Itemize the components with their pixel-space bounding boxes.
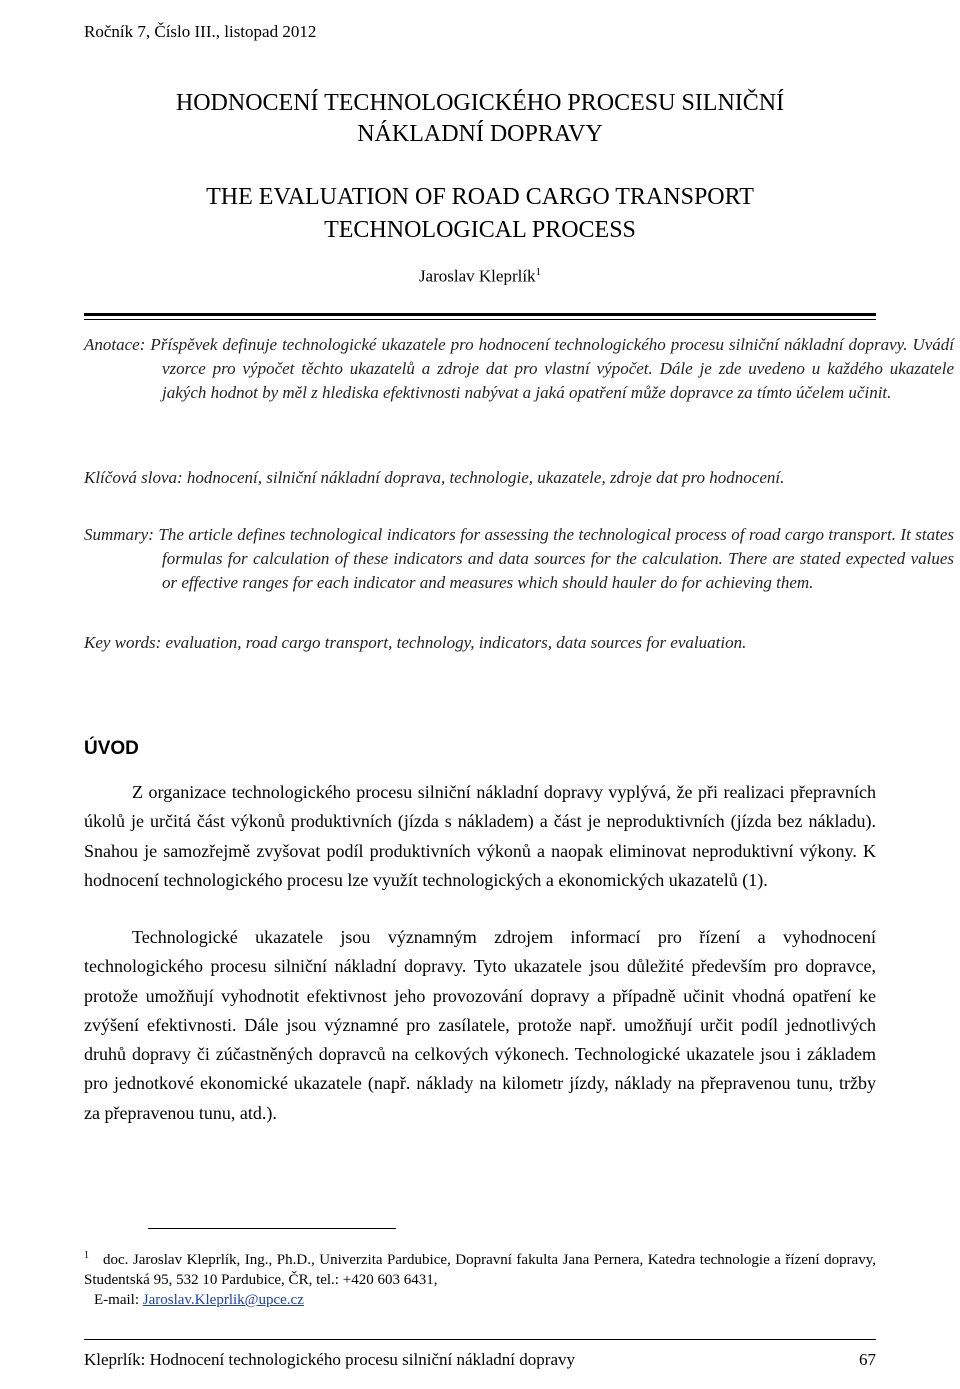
keywords-english xyxy=(84,631,954,655)
body-paragraph-1: Z organizace technologického procesu silniční nákladní dopravy vyplývá, že při realizaci přepravních úkolů je určitá část výkonů produktivních (jízda s nákladem) a část je neproduktivních (jízda bez nákladu). Snahou je samozřejmě zvyšovat podíl produktivních výkonů a naopak eliminovat neproduktivní výkony. K hodnocení technologického procesu lze využít technologických a ekonomických ukazatelů (1). xyxy=(84,782,876,890)
footnote-mark: 1 xyxy=(84,1250,89,1261)
footnote-email-label: E-mail: xyxy=(94,1292,139,1308)
running-head: Ročník 7, Číslo III., listopad 2012 xyxy=(84,22,317,41)
abstract-czech-text: Příspěvek definuje technologické ukazatele pro hodnocení technologického procesu silniční nákladní dopravy. Uvádí vzorce pro výpočet těchto ukazatelů a zdroje dat pro vlastní výpočet. Dále je zde uvedeno u každého ukazatele jakých hodnot by měl z hlediska efektivnosti nabývat a jaká opatření může dopravce za tímto účelem učinit. xyxy=(150,335,955,402)
section-heading-uvod: ÚVOD xyxy=(84,738,139,759)
keywords-english-label: Key words: xyxy=(84,633,162,652)
footer-rule xyxy=(84,1339,876,1340)
title-english-line-2: TECHNOLOGICAL PROCESS xyxy=(324,217,636,243)
title-separator-rule xyxy=(84,313,876,320)
footnote-separator-rule xyxy=(148,1228,396,1229)
keywords-czech-label: Klíčová slova: xyxy=(84,468,183,487)
abstract-english xyxy=(84,523,954,595)
footnote-email-link[interactable]: Jaroslav.Kleprlik@upce.cz xyxy=(142,1292,304,1308)
footnote-text: doc. Jaroslav Kleprlík, Ing., Ph.D., Univerzita Pardubice, Dopravní fakulta Jana Pernera, Katedra technologie a řízení dopravy, Studentská 95, 532 10 Pardubice, ČR, tel.: +420 603 6431, xyxy=(84,1252,876,1288)
title-czech-line-2: NÁKLADNÍ DOPRAVY xyxy=(357,121,603,147)
footer-page-number: 67 xyxy=(859,1350,876,1369)
abstract-czech-label: Anotace: xyxy=(84,335,146,354)
title-english xyxy=(84,181,876,247)
keywords-czech-text: hodnocení, silniční nákladní doprava, technologie, ukazatele, zdroje dat pro hodnocení. xyxy=(186,468,785,487)
footnote-email-line xyxy=(84,1290,876,1310)
abstract-english-text: The article defines technological indicators for assessing the technological process of road cargo transport. It states formulas for calculation of these indicators and data sources for the calculation. There are stated expected values or effective ranges for each indicator and measures which should hauler do for achieving them. xyxy=(158,525,955,592)
title-english-line-1: THE EVALUATION OF ROAD CARGO TRANSPORT xyxy=(206,184,754,210)
author-name: Jaroslav Kleprlík xyxy=(418,266,536,286)
body-paragraph-2: Technologické ukazatele jsou významným zdrojem informací pro řízení a vyhodnocení technologického procesu silniční nákladní dopravy. Tyto ukazatele jsou důležité především pro dopravce, protože umožňují vyhodnotit efektivnost jeho provozování dopravy a případně učinit vhodná opatření ke zvýšení efektivnosti. Dále jsou významné pro zasílatele, protože např. umožňují určit podíl jednotlivých druhů dopravy či zúčastněných dopravců na celkových výkonech. Technologické ukazatele jsou i základem pro jednotkové ekonomické ukazatele (např. náklady na kilometr jízdy, náklady na přepravenou tunu, tržby za přepravenou tunu, atd.). xyxy=(84,927,876,1123)
author-footnote-ref[interactable]: 1 xyxy=(535,266,542,278)
author-line xyxy=(84,266,876,287)
title-czech-line-1: HODNOCENÍ TECHNOLOGICKÉHO PROCESU SILNIČNÍ xyxy=(175,90,785,116)
abstract-english-label: Summary: xyxy=(84,525,154,544)
footnote xyxy=(84,1246,876,1310)
keywords-english-text: evaluation, road cargo transport, technology, indicators, data sources for evaluation. xyxy=(165,633,747,652)
title-czech xyxy=(84,88,876,150)
footer-running-title: Kleprlík: Hodnocení technologického procesu silniční nákladní dopravy xyxy=(84,1350,575,1369)
abstract-czech xyxy=(84,333,954,405)
keywords-czech xyxy=(84,466,954,490)
